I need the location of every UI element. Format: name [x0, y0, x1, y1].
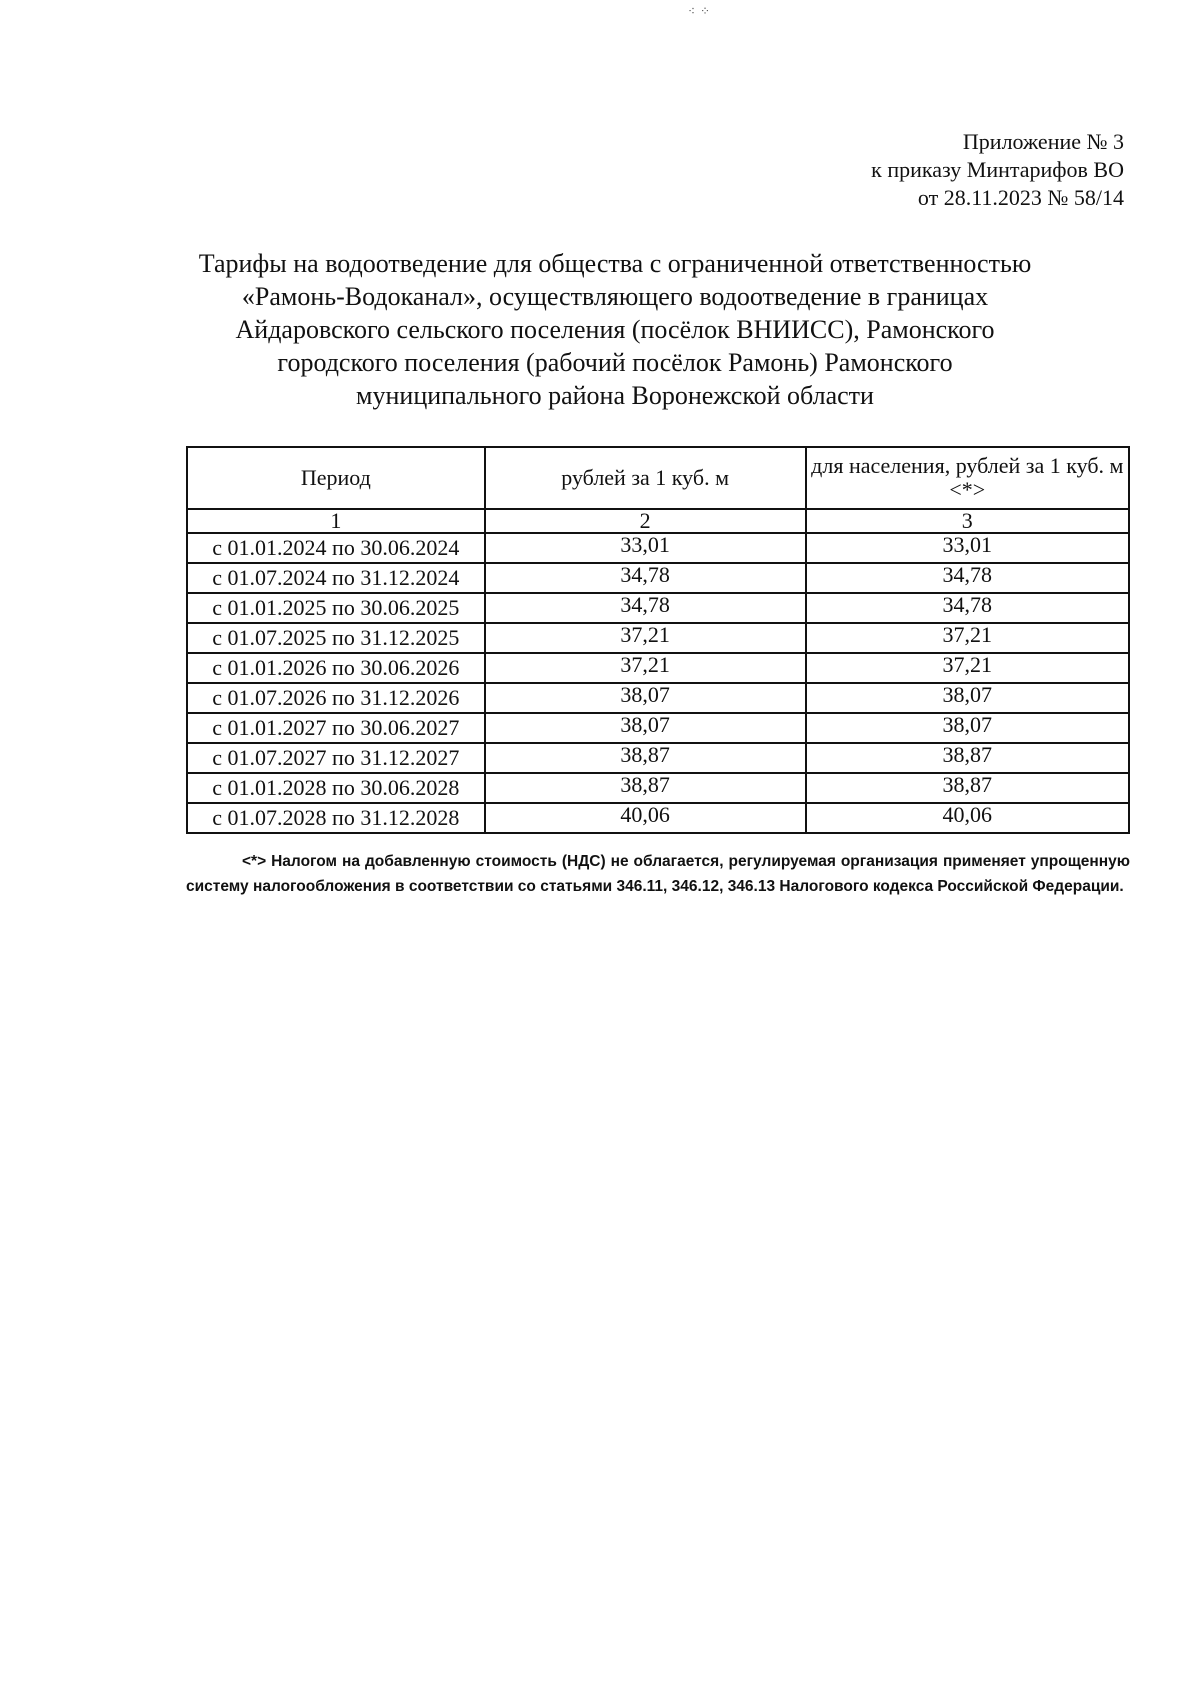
period-cell: с 01.07.2028 по 31.12.2028 [187, 803, 485, 833]
rub-cell: 37,21 [485, 653, 806, 683]
document-title [150, 247, 1080, 412]
appendix-order: к приказу Минтарифов ВО [871, 157, 1124, 182]
rub-cell: 37,21 [485, 623, 806, 653]
appendix-number: Приложение № 3 [962, 129, 1124, 154]
rub-cell: 38,07 [485, 683, 806, 713]
title-line: городского поселения (рабочий посёлок Рамонь) Рамонского [277, 348, 953, 377]
column-number: 1 [187, 509, 485, 533]
column-number-row [187, 509, 1129, 533]
table-row [187, 623, 1129, 653]
population-cell: 38,07 [806, 713, 1129, 743]
period-cell: с 01.07.2026 по 31.12.2026 [187, 683, 485, 713]
title-line: Тарифы на водоотведение для общества с ограниченной ответственностью [198, 249, 1032, 278]
rub-cell: 40,06 [485, 803, 806, 833]
period-cell: с 01.01.2025 по 30.06.2025 [187, 593, 485, 623]
scan-artifact: ⁖ ⁘ [688, 4, 712, 18]
appendix-reference [871, 128, 1124, 212]
period-cell: с 01.01.2024 по 30.06.2024 [187, 533, 485, 563]
rub-cell: 34,78 [485, 593, 806, 623]
table-row [187, 683, 1129, 713]
population-cell: 33,01 [806, 533, 1129, 563]
column-number: 2 [485, 509, 806, 533]
title-line: «Рамонь-Водоканал», осуществляющего водоотведение в границах [241, 282, 989, 311]
table-row [187, 773, 1129, 803]
population-cell: 37,21 [806, 623, 1129, 653]
title-line: Айдаровского сельского поселения (посёлок ВНИИСС), Рамонского [235, 315, 995, 344]
table-row [187, 653, 1129, 683]
population-cell: 34,78 [806, 563, 1129, 593]
tax-footnote: <*> Налогом на добавленную стоимость (НДС) не облагается, регулируемая организация применяет упрощенную систему налогообложения в соответствии со статьями 346.11, 346.12, 346.13 Налогового кодекса Российской Федерации. [186, 853, 1130, 895]
population-cell: 38,07 [806, 683, 1129, 713]
population-cell: 40,06 [806, 803, 1129, 833]
table-row [187, 593, 1129, 623]
population-cell: 38,87 [806, 743, 1129, 773]
title-line: муниципального района Воронежской области [356, 381, 874, 410]
population-cell: 37,21 [806, 653, 1129, 683]
header-period: Период [187, 447, 485, 509]
rub-cell: 38,87 [485, 743, 806, 773]
period-cell: с 01.01.2026 по 30.06.2026 [187, 653, 485, 683]
table-row [187, 713, 1129, 743]
rub-cell: 34,78 [485, 563, 806, 593]
table-header-row [187, 447, 1129, 509]
period-cell: с 01.01.2028 по 30.06.2028 [187, 773, 485, 803]
table-row [187, 563, 1129, 593]
rub-cell: 38,87 [485, 773, 806, 803]
period-cell: с 01.07.2025 по 31.12.2025 [187, 623, 485, 653]
table-row [187, 803, 1129, 833]
period-cell: с 01.01.2027 по 30.06.2027 [187, 713, 485, 743]
header-rub-per-cubic-meter: рублей за 1 куб. м [485, 447, 806, 509]
table-row [187, 743, 1129, 773]
period-cell: с 01.07.2024 по 31.12.2024 [187, 563, 485, 593]
population-cell: 34,78 [806, 593, 1129, 623]
period-cell: с 01.07.2027 по 31.12.2027 [187, 743, 485, 773]
column-number: 3 [806, 509, 1129, 533]
table-row [187, 533, 1129, 563]
appendix-date: от 28.11.2023 № 58/14 [917, 185, 1124, 210]
header-population-rate: для населения, рублей за 1 куб. м <*> [806, 447, 1129, 509]
tariff-table [186, 446, 1130, 834]
rub-cell: 38,07 [485, 713, 806, 743]
population-cell: 38,87 [806, 773, 1129, 803]
rub-cell: 33,01 [485, 533, 806, 563]
